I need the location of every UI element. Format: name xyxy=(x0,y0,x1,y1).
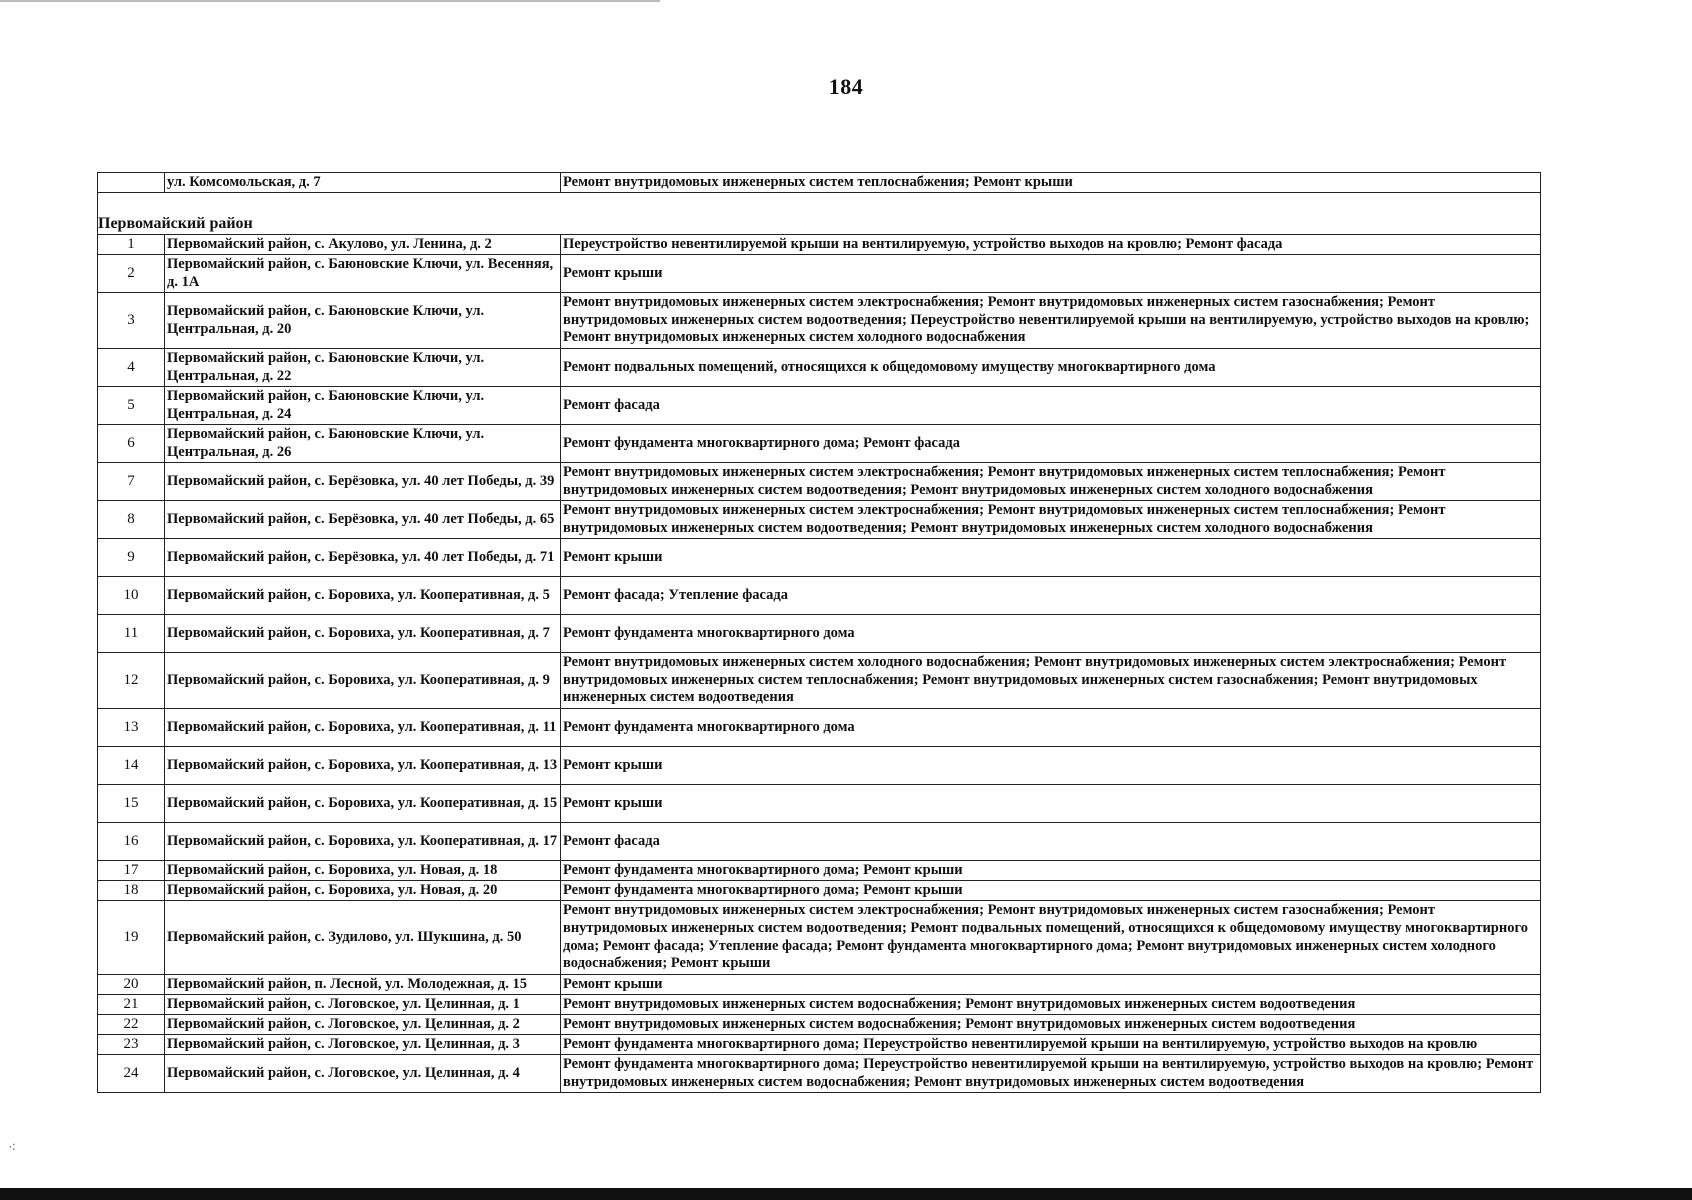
works-cell: Ремонт внутридомовых инженерных систем холодного водоснабжения; Ремонт внутридомовых инженерных систем электроснабжения; Ремонт внутридомовых инженерных систем теплоснабжения; Ремонт внутридомовых инженерных систем газоснабжения; Ремонт внутридомовых инженерных систем водоотведения xyxy=(561,653,1541,709)
district-title: Первомайский район xyxy=(98,214,1541,235)
address-cell: Первомайский район, п. Лесной, ул. Молодежная, д. 15 xyxy=(165,975,561,995)
works-cell: Ремонт крыши xyxy=(561,747,1541,785)
works-cell: Ремонт фасада xyxy=(561,387,1541,425)
address-cell: Первомайский район, с. Боровиха, ул. Кооперативная, д. 17 xyxy=(165,823,561,861)
row-number-cell: 23 xyxy=(98,1035,165,1055)
address-cell: Первомайский район, с. Боровиха, ул. Новая, д. 20 xyxy=(165,881,561,901)
table-row xyxy=(98,1055,1541,1093)
address-cell: Первомайский район, с. Боровиха, ул. Новая, д. 18 xyxy=(165,861,561,881)
table-row xyxy=(98,861,1541,881)
address-cell: Первомайский район, с. Баюновские Ключи, ул. Центральная, д. 22 xyxy=(165,349,561,387)
page-number: 184 xyxy=(828,74,864,99)
table-row xyxy=(98,975,1541,995)
table-row xyxy=(98,293,1541,349)
scan-top-rule xyxy=(0,0,660,2)
address-cell: Первомайский район, с. Логовское, ул. Целинная, д. 4 xyxy=(165,1055,561,1093)
table-row xyxy=(98,785,1541,823)
repairs-table-container xyxy=(97,172,1541,1093)
district-header-row xyxy=(98,214,1541,235)
address-cell: Первомайский район, с. Берёзовка, ул. 40 лет Победы, д. 65 xyxy=(165,501,561,539)
address-cell: Первомайский район, с. Берёзовка, ул. 40 лет Победы, д. 71 xyxy=(165,539,561,577)
works-cell: Ремонт фундамента многоквартирного дома; Ремонт фасада xyxy=(561,425,1541,463)
works-cell: Ремонт подвальных помещений, относящихся к общедомовому имуществу многоквартирного дома xyxy=(561,349,1541,387)
table-row xyxy=(98,577,1541,615)
works-cell: Ремонт внутридомовых инженерных систем электроснабжения; Ремонт внутридомовых инженерных систем теплоснабжения; Ремонт внутридомовых инженерных систем водоотведения; Ремонт внутридомовых инженерных систем холодного водоснабжения xyxy=(561,501,1541,539)
address-cell: Первомайский район, с. Боровиха, ул. Кооперативная, д. 9 xyxy=(165,653,561,709)
address-cell: Первомайский район, с. Боровиха, ул. Кооперативная, д. 11 xyxy=(165,709,561,747)
table-row xyxy=(98,425,1541,463)
table-row xyxy=(98,901,1541,975)
address-cell: Первомайский район, с. Логовское, ул. Целинная, д. 1 xyxy=(165,995,561,1015)
address-cell: Первомайский район, с. Баюновские Ключи, ул. Центральная, д. 26 xyxy=(165,425,561,463)
table-row xyxy=(98,255,1541,293)
spacer-cell xyxy=(98,193,1541,215)
row-number-cell: 2 xyxy=(98,255,165,293)
address-cell: Первомайский район, с. Баюновские Ключи, ул. Центральная, д. 20 xyxy=(165,293,561,349)
spacer-row xyxy=(98,193,1541,215)
works-cell: Ремонт фасада; Утепление фасада xyxy=(561,577,1541,615)
row-number-cell: 21 xyxy=(98,995,165,1015)
table-row xyxy=(98,653,1541,709)
address-cell: Первомайский район, с. Боровиха, ул. Кооперативная, д. 7 xyxy=(165,615,561,653)
address-cell: Первомайский район, с. Логовское, ул. Целинная, д. 2 xyxy=(165,1015,561,1035)
table-row xyxy=(98,995,1541,1015)
works-cell: Ремонт внутридомовых инженерных систем теплоснабжения; Ремонт крыши xyxy=(561,173,1541,193)
table-row xyxy=(98,881,1541,901)
row-number-cell: 14 xyxy=(98,747,165,785)
works-cell: Ремонт фундамента многоквартирного дома; Ремонт крыши xyxy=(561,861,1541,881)
address-cell: ул. Комсомольская, д. 7 xyxy=(165,173,561,193)
repairs-table-body xyxy=(98,173,1541,235)
table-row xyxy=(98,1015,1541,1035)
works-cell: Ремонт фундамента многоквартирного дома xyxy=(561,615,1541,653)
table-row xyxy=(98,235,1541,255)
address-cell: Первомайский район, с. Баюновские Ключи, ул. Центральная, д. 24 xyxy=(165,387,561,425)
row-number-cell: 20 xyxy=(98,975,165,995)
district-rows xyxy=(98,235,1541,1093)
row-number-cell: 4 xyxy=(98,349,165,387)
table-row xyxy=(98,823,1541,861)
row-number-cell: 5 xyxy=(98,387,165,425)
row-number-cell: 6 xyxy=(98,425,165,463)
row-number-cell: 19 xyxy=(98,901,165,975)
scan-bottom-band xyxy=(0,1188,1692,1200)
row-number-cell: 1 xyxy=(98,235,165,255)
row-number-cell: 18 xyxy=(98,881,165,901)
table-row xyxy=(98,463,1541,501)
row-number-cell: 9 xyxy=(98,539,165,577)
table-row xyxy=(98,387,1541,425)
table-row xyxy=(98,709,1541,747)
row-number-cell: 3 xyxy=(98,293,165,349)
table-row xyxy=(98,349,1541,387)
carry-over-row xyxy=(98,173,1541,193)
works-cell: Ремонт крыши xyxy=(561,785,1541,823)
works-cell: Ремонт фундамента многоквартирного дома; Переустройство невентилируемой крыши на вентилируемую, устройство выходов на кровлю xyxy=(561,1035,1541,1055)
works-cell: Ремонт внутридомовых инженерных систем электроснабжения; Ремонт внутридомовых инженерных систем газоснабжения; Ремонт внутридомовых инженерных систем водоотведения; Ремонт подвальных помещений, относящихся к общедомовому имуществу многоквартирного дома; Ремонт фасада; Утепление фасада; Ремонт фундамента многоквартирного дома; Ремонт внутридомовых инженерных систем холодного водоснабжения; Ремонт крыши xyxy=(561,901,1541,975)
row-number-cell: 10 xyxy=(98,577,165,615)
works-cell: Ремонт внутридомовых инженерных систем водоснабжения; Ремонт внутридомовых инженерных систем водоотведения xyxy=(561,1015,1541,1035)
address-cell: Первомайский район, с. Боровиха, ул. Кооперативная, д. 13 xyxy=(165,747,561,785)
address-cell: Первомайский район, с. Акулово, ул. Ленина, д. 2 xyxy=(165,235,561,255)
works-cell: Ремонт фасада xyxy=(561,823,1541,861)
row-number-cell xyxy=(98,173,165,193)
address-cell: Первомайский район, с. Берёзовка, ул. 40 лет Победы, д. 39 xyxy=(165,463,561,501)
works-cell: Ремонт фундамента многоквартирного дома; Ремонт крыши xyxy=(561,881,1541,901)
repairs-table xyxy=(97,172,1541,1093)
address-cell: Первомайский район, с. Логовское, ул. Целинная, д. 3 xyxy=(165,1035,561,1055)
works-cell: Ремонт внутридомовых инженерных систем электроснабжения; Ремонт внутридомовых инженерных систем газоснабжения; Ремонт внутридомовых инженерных систем водоотведения; Переустройство невентилируемой крыши на вентилируемую, устройство выходов на кровлю; Ремонт внутридомовых инженерных систем холодного водоснабжения xyxy=(561,293,1541,349)
works-cell: Ремонт внутридомовых инженерных систем водоснабжения; Ремонт внутридомовых инженерных систем водоотведения xyxy=(561,995,1541,1015)
table-row xyxy=(98,501,1541,539)
works-cell: Ремонт крыши xyxy=(561,539,1541,577)
table-row xyxy=(98,615,1541,653)
works-cell: Ремонт внутридомовых инженерных систем электроснабжения; Ремонт внутридомовых инженерных систем теплоснабжения; Ремонт внутридомовых инженерных систем водоотведения; Ремонт внутридомовых инженерных систем холодного водоснабжения xyxy=(561,463,1541,501)
works-cell: Ремонт фундамента многоквартирного дома; Переустройство невентилируемой крыши на вентилируемую, устройство выходов на кровлю; Ремонт внутридомовых инженерных систем водоснабжения; Ремонт внутридомовых инженерных систем водоотведения xyxy=(561,1055,1541,1093)
row-number-cell: 13 xyxy=(98,709,165,747)
works-cell: Ремонт крыши xyxy=(561,255,1541,293)
works-cell: Ремонт крыши xyxy=(561,975,1541,995)
table-row xyxy=(98,539,1541,577)
row-number-cell: 24 xyxy=(98,1055,165,1093)
row-number-cell: 12 xyxy=(98,653,165,709)
works-cell: Ремонт фундамента многоквартирного дома xyxy=(561,709,1541,747)
address-cell: Первомайский район, с. Зудилово, ул. Шукшина, д. 50 xyxy=(165,901,561,975)
address-cell: Первомайский район, с. Боровиха, ул. Кооперативная, д. 15 xyxy=(165,785,561,823)
row-number-cell: 7 xyxy=(98,463,165,501)
address-cell: Первомайский район, с. Баюновские Ключи, ул. Весенняя, д. 1А xyxy=(165,255,561,293)
works-cell: Переустройство невентилируемой крыши на вентилируемую, устройство выходов на кровлю; Ремонт фасада xyxy=(561,235,1541,255)
table-row xyxy=(98,747,1541,785)
row-number-cell: 16 xyxy=(98,823,165,861)
table-row xyxy=(98,1035,1541,1055)
row-number-cell: 17 xyxy=(98,861,165,881)
row-number-cell: 8 xyxy=(98,501,165,539)
row-number-cell: 11 xyxy=(98,615,165,653)
scan-artifact: ⁖ xyxy=(8,1141,17,1156)
address-cell: Первомайский район, с. Боровиха, ул. Кооперативная, д. 5 xyxy=(165,577,561,615)
row-number-cell: 22 xyxy=(98,1015,165,1035)
row-number-cell: 15 xyxy=(98,785,165,823)
